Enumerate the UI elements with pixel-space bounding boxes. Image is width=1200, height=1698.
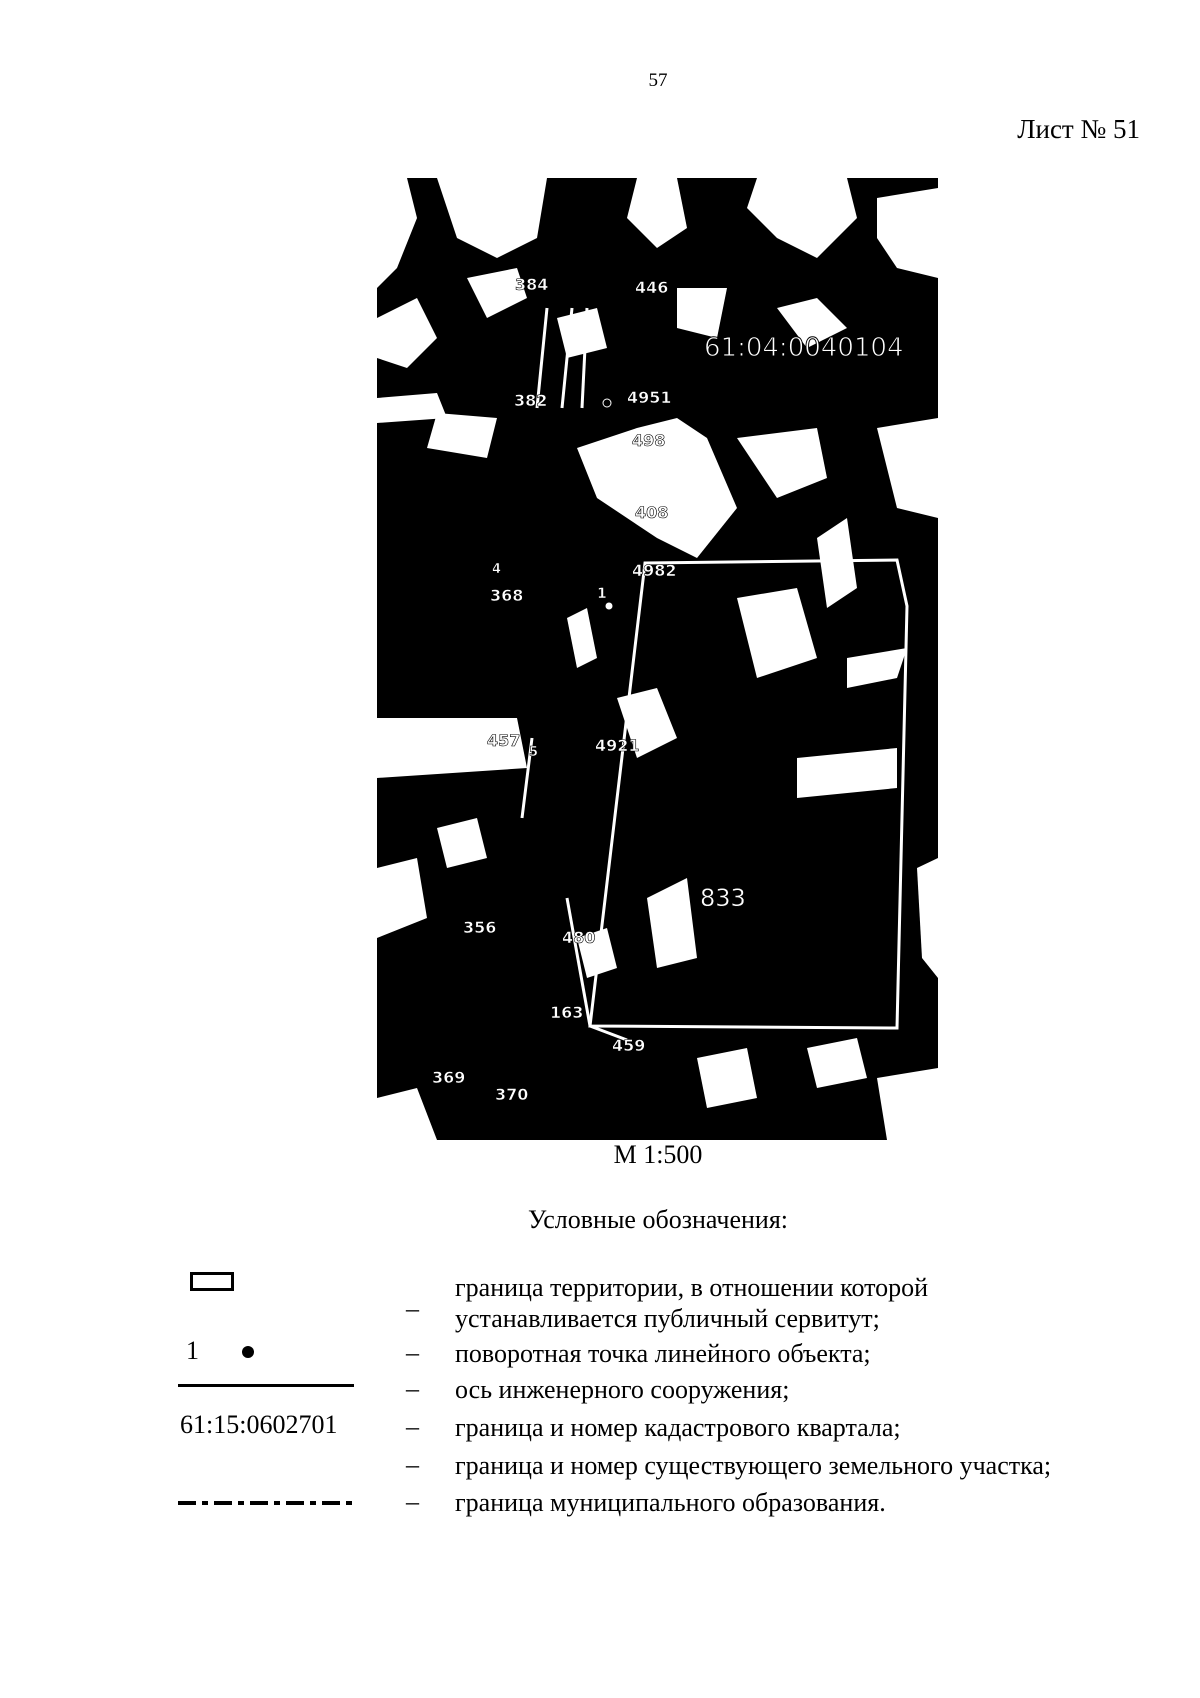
parcel-label-370: 370 <box>495 1085 529 1104</box>
legend-text-line: ось инженерного сооружения; <box>455 1375 790 1404</box>
map-image <box>377 178 938 1140</box>
page-number: 57 <box>648 70 668 91</box>
legend-text-line: устанавливается публичный сервитут; <box>455 1304 880 1333</box>
parcel-label-498: 498 <box>632 431 666 450</box>
legend-text <box>455 1338 1155 1369</box>
cadastral-quarter-label: 61:04:0040104 <box>704 333 904 363</box>
sheet-label: Лист № 51 <box>1017 114 1140 144</box>
legend-text-line: поворотная точка линейного объекта; <box>455 1339 871 1368</box>
parcel-label-368: 368 <box>490 586 524 605</box>
legend-dash: – <box>406 1338 419 1367</box>
legend-dash: – <box>406 1412 419 1441</box>
point-number: 1 <box>186 1336 199 1365</box>
parcel-label-4951: 4951 <box>627 388 672 407</box>
parcel-label-4: 4 <box>492 562 502 577</box>
legend-text <box>455 1450 1155 1481</box>
parcel-label-480: 480 <box>562 928 596 947</box>
parcel-label-833: 833 <box>700 884 746 912</box>
legend-text <box>455 1374 1155 1405</box>
parcel-label-382: 382 <box>514 391 548 410</box>
rectangle-symbol <box>190 1272 234 1291</box>
legend-text-line: граница и номер кадастрового квартала; <box>455 1413 901 1442</box>
turning-point-marker <box>605 602 613 610</box>
parcel-label-457: 457 <box>487 731 521 750</box>
parcel-label-408: 408 <box>635 503 669 522</box>
map-scale: М 1:500 <box>613 1140 703 1169</box>
legend-dash: – <box>406 1374 419 1403</box>
legend-text <box>455 1487 1155 1518</box>
parcel-label-4982: 4982 <box>632 561 677 580</box>
turning-point-marker <box>603 399 611 407</box>
parcel-label-5: 5 <box>529 745 539 760</box>
point-dot-icon <box>242 1346 254 1358</box>
legend-dash: – <box>406 1294 419 1323</box>
legend-text-line: граница муниципального образования. <box>455 1488 886 1517</box>
parcel-label-356: 356 <box>463 918 497 937</box>
parcel-label-163: 163 <box>550 1003 584 1022</box>
parcel-label-4921: 4921 <box>595 736 640 755</box>
legend-title: Условные обозначения: <box>527 1205 789 1234</box>
parcel-label-369: 369 <box>432 1068 466 1087</box>
parcel-label-384: 384 <box>515 275 549 294</box>
parcel-label-446: 446 <box>635 278 669 297</box>
cadastral-number-sample: 61:15:0602701 <box>180 1410 338 1439</box>
legend-text-line: граница территории, в отношении которой <box>455 1273 929 1302</box>
legend-dash: – <box>406 1487 419 1516</box>
parcel-label-459: 459 <box>612 1036 646 1055</box>
dash-dot-line-symbol <box>178 1499 356 1507</box>
turning-point-label: 1 <box>597 586 607 602</box>
legend-text <box>455 1412 1155 1443</box>
solid-line-symbol <box>178 1384 354 1387</box>
map-canvas <box>377 178 938 1140</box>
legend-text-line: граница и номер существующего земельного участка; <box>455 1451 1052 1480</box>
legend-text <box>455 1272 1155 1334</box>
legend-dash: – <box>406 1450 419 1479</box>
